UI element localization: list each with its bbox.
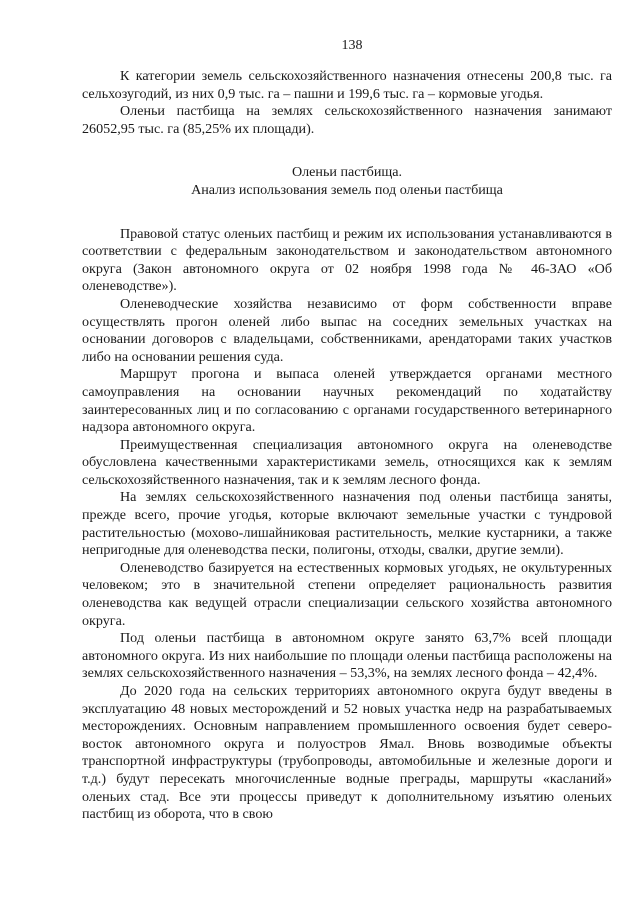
paragraph-land-categories: К категории земель сельскохозяйственного назначения отнесены 200,8 тыс. га сельхозугодий, из них 0,9 тыс. га – пашни и 199,6 тыс. га – кормовые угодья. (82, 68, 612, 102)
paragraph-route-approval: Маршрут прогона и выпаса оленей утверждается органами местного самоуправления на основании научных рекомендаций по ходатайству заинтересованных лиц и по согласованию с органами государственного ветеринарного надзора автономного округа. (82, 366, 612, 436)
paragraph-specialization: Преимущественная специализация автономного округа на оленеводстве обусловлена качественными характеристиками земель, относящихся как к землям сельскохозяйственного назначения, так и к землям лесного фонда. (82, 436, 612, 488)
paragraph-industrial-development: До 2020 года на сельских территориях автономного округа будут введены в эксплуатацию 48 новых месторождений и 52 новых участка недр на разрабатываемых месторождениях. Основным направлением промышленного освоения будет северо-восток автономного округа и полуостров Ямал. Вновь возводимые объекты транспортной инфраструктуры (трубопроводы, автомобильные и железные дороги и т.д.) будут пересекать многочисленные водные преграды, маршруты «касланий» оленьих стад. Все эти процессы приведут к дополнительному изъятию оленьих пастбищ из оборота, что в свою (82, 683, 612, 823)
paragraph-agricultural-lands: На землях сельскохозяйственного назначения под оленьи пастбища заняты, прежде всего, прочие угодья, которые включают земельные участки с тундровой растительностью (мохово-лишайниковая растительность, мелкие кустарники, а также непригодные для оленеводства пески, полигоны, отходы, свалки, другие земли). (82, 489, 612, 559)
heading-subtitle: Анализ использования земель под оленьи пастбища (191, 181, 503, 198)
paragraph-pasture-share: Под оленьи пастбища в автономном округе занято 63,7% всей площади автономного округа. Из них наибольшие по площади оленьи пастбища расположены на землях сельскохозяйственного назначения – 53,3%, на землях лесного фонда – 42,4%. (82, 630, 612, 682)
section-heading (82, 164, 612, 199)
page-number: 138 (341, 38, 363, 53)
paragraph-legal-status: Правовой статус оленьих пастбищ и режим их использования устанавливаются в соответствии с федеральным законодательством и законодательством автономного округа (Закон автономного округа от 02 ноября 1998 года № 46-ЗАО «Об оленеводстве»). (82, 225, 612, 295)
heading-title: Оленьи пастбища. (291, 164, 403, 181)
paragraph-pasture-area: Оленьи пастбища на землях сельскохозяйственного назначения занимают 26052,95 тыс. га (85,25% их площади). (82, 103, 612, 137)
paragraph-natural-forage: Оленеводство базируется на естественных кормовых угодьях, не окультуренных человеком; это в значительной степени определяет рациональность развития оленеводства как ведущей отрасли специализации сельского хозяйства автономного округа. (82, 559, 612, 629)
paragraph-herding-rights: Оленеводческие хозяйства независимо от форм собственности вправе осуществлять прогон оленей либо выпас на соседних земельных участках на основании договоров с владельцами, собственниками, арендаторами таких участков либо на основании решения суда. (82, 295, 612, 365)
